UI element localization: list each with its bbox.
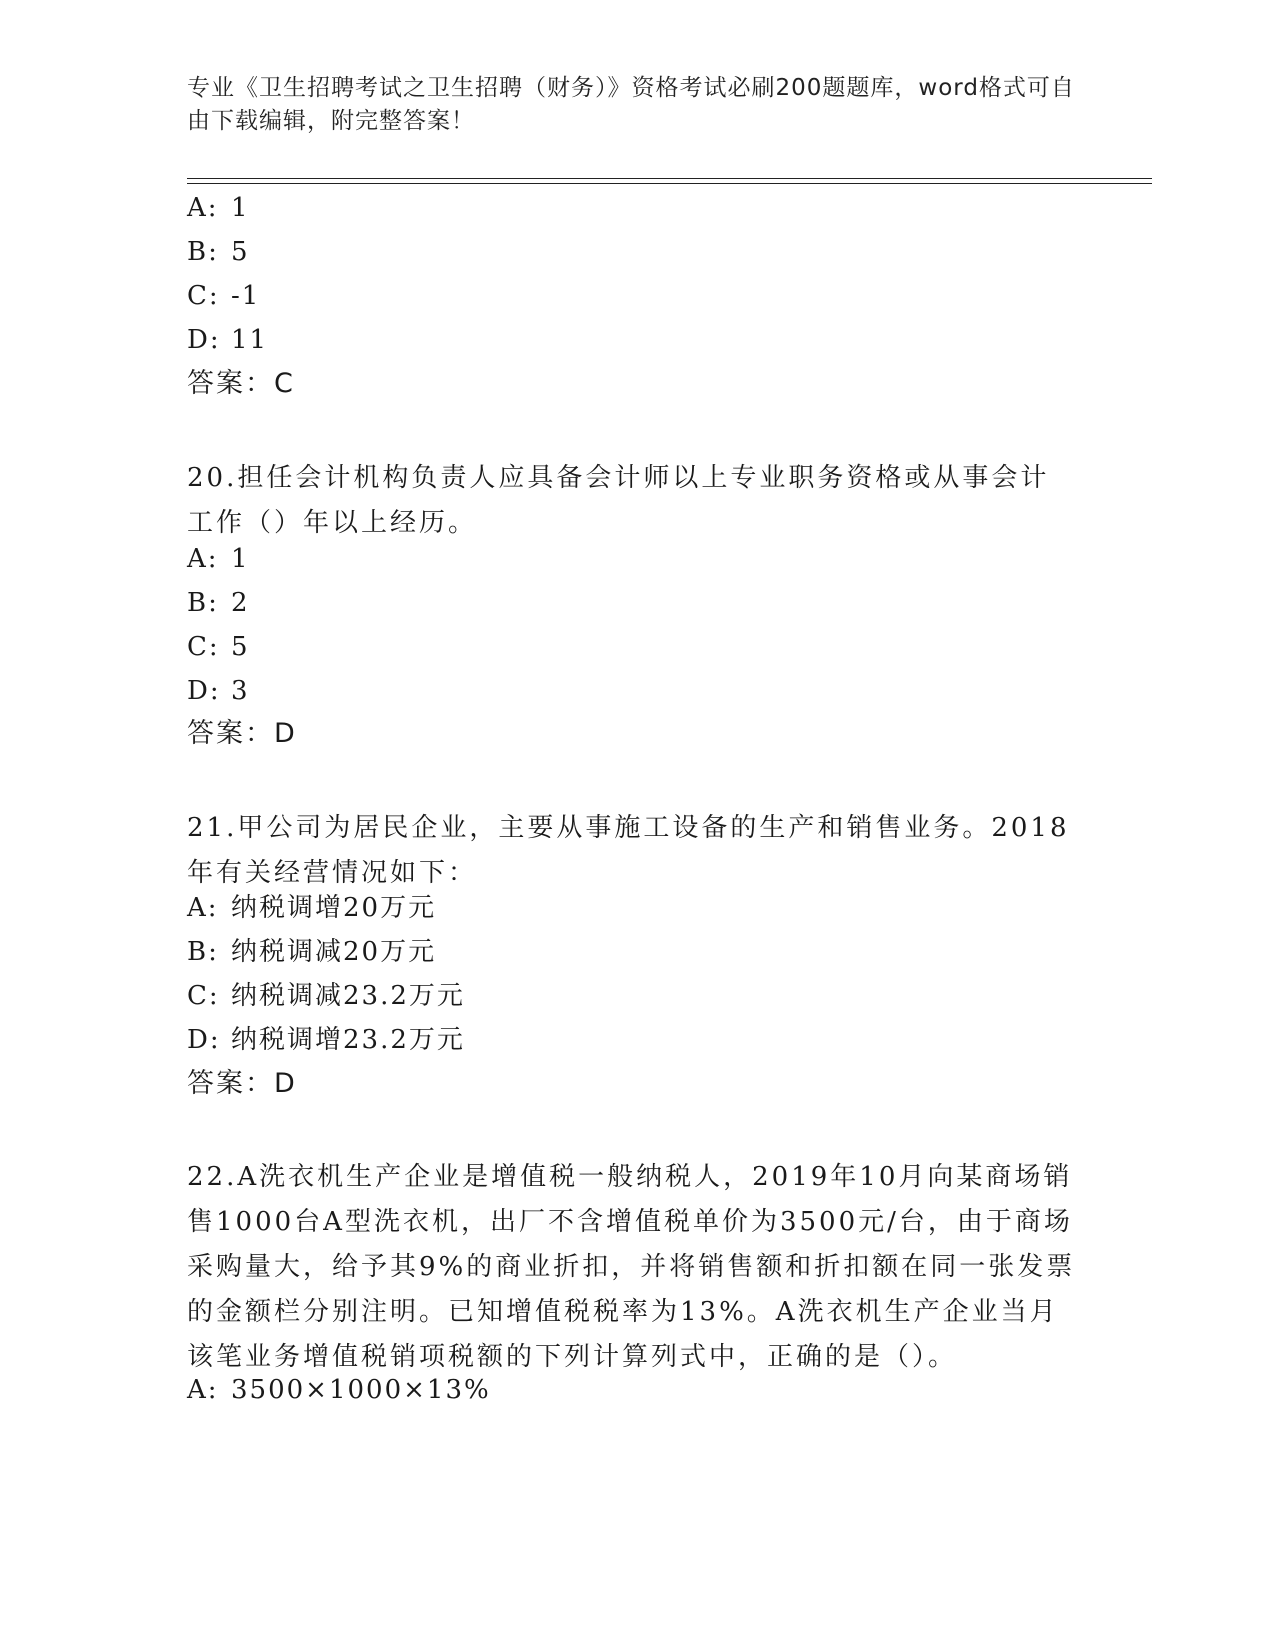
q21-option-b: B: 纳税调减20万元 — [187, 937, 437, 967]
q19-option-b: B: 5 — [187, 237, 250, 267]
q19-answer: 答案：C — [187, 368, 295, 399]
header-rule-top — [187, 178, 1152, 179]
q21-option-a: A: 纳税调增20万元 — [187, 893, 437, 923]
header-rule-bottom — [187, 183, 1152, 184]
q20-option-a: A: 1 — [187, 544, 250, 574]
q21-option-d: D: 纳税调增23.2万元 — [187, 1025, 465, 1055]
q21-option-c: C: 纳税调减23.2万元 — [187, 981, 465, 1011]
q20-option-c: C: 5 — [187, 632, 250, 662]
q22-title: 22.A洗衣机生产企业是增值税一般纳税人，2019年10月向某商场销售1000台A型洗衣机，出厂不含增值税单价为3500元/台，由于商场采购量大，给予其9%的商业折扣，并将销售额和折扣额在同一张发票的金额栏分别注明。已知增值税税率为13%。A洗衣机生产企业当月该笔业务增值税销项税额的下列计算列式中，正确的是（）。 — [187, 1162, 1076, 1372]
document-header: 专业《卫生招聘考试之卫生招聘（财务）》资格考试必刷200题题库，word格式可自由下载编辑，附完整答案！ — [187, 75, 1075, 134]
q20-option-b: B: 2 — [187, 588, 250, 618]
q20-option-d: D: 3 — [187, 676, 250, 706]
q19-option-a: A: 1 — [187, 193, 250, 223]
q22-option-a: A: 3500×1000×13% — [187, 1375, 491, 1405]
q19-option-d: D: 11 — [187, 325, 269, 355]
q21-title: 21.甲公司为居民企业，主要从事施工设备的生产和销售业务。2018年有关经营情况如下： — [187, 813, 1070, 888]
q20-answer: 答案：D — [187, 718, 297, 749]
q20-title: 20.担任会计机构负责人应具备会计师以上专业职务资格或从事会计工作（）年以上经历。 — [187, 463, 1050, 538]
q21-answer: 答案：D — [187, 1068, 297, 1099]
q19-option-c: C: -1 — [187, 281, 261, 311]
